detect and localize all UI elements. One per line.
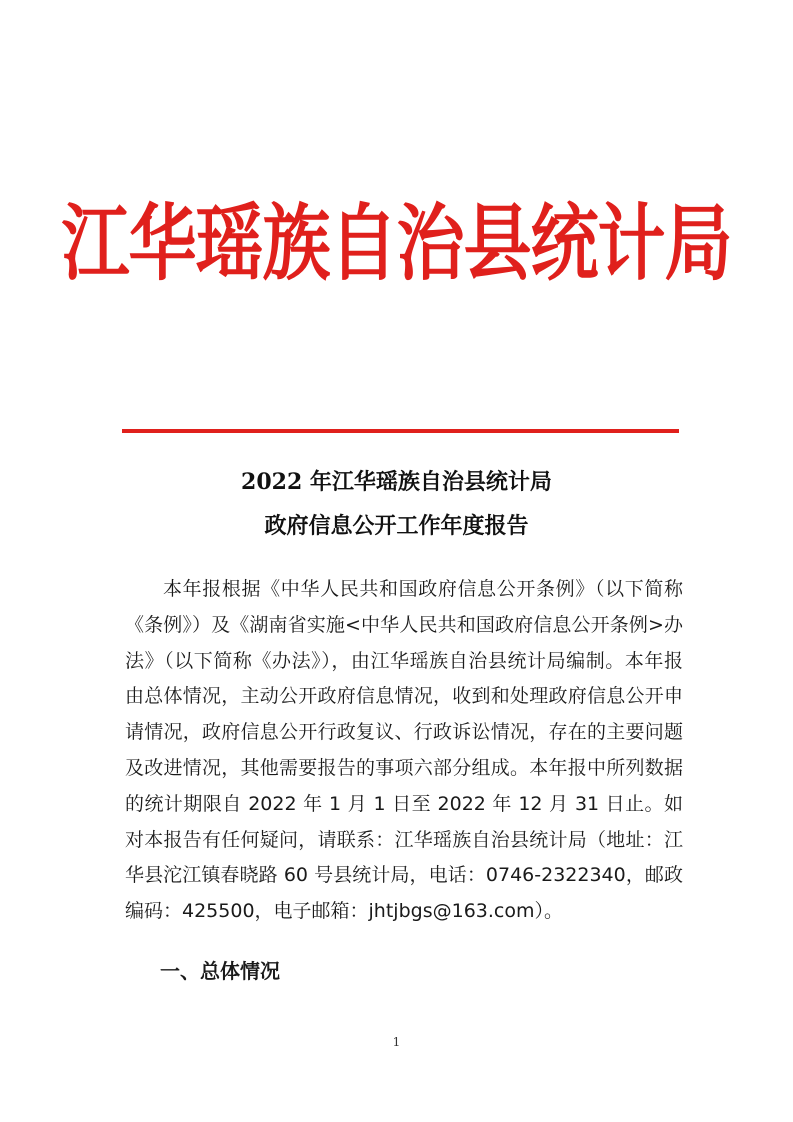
issuer-header: 江华瑶族自治县统计局 [61,196,732,293]
report-title-line-2: 政府信息公开工作年度报告 [264,513,529,539]
page-number: 1 [392,1035,401,1049]
intro-paragraph: 本年报根据《中华人民共和国政府信息公开条例》（以下简称《条例》）及《湖南省实施<中华人民共和国政府信息公开条例>办法》（以下简称《办法》），由江华瑶族自治县统计局编制。本年报由总体情况，主动公开政府信息情况，收到和处理政府信息公开申请情况，政府信息公开行政复议、行政诉讼情况，存在的主要问题及改进情况，其他需要报告的事项六部分组成。本年报中所列数据的统计期限自 2022 年 1 月 1 日至 2022 年 12 月 31 日止。如对本报告有任何疑问，请联系：江华瑶族自治县统计局（地址：江华县沱江镇春晓路 60 号县统计局，电话：0746-2322340，邮政编码：425500，电子邮箱：jhtjbgs@163.com）。 [125,578,683,923]
report-title-line-1: 2022 年江华瑶族自治县统计局 [241,469,552,495]
section-heading-overview: 一、总体情况 [160,959,280,983]
red-divider-line [122,429,679,433]
